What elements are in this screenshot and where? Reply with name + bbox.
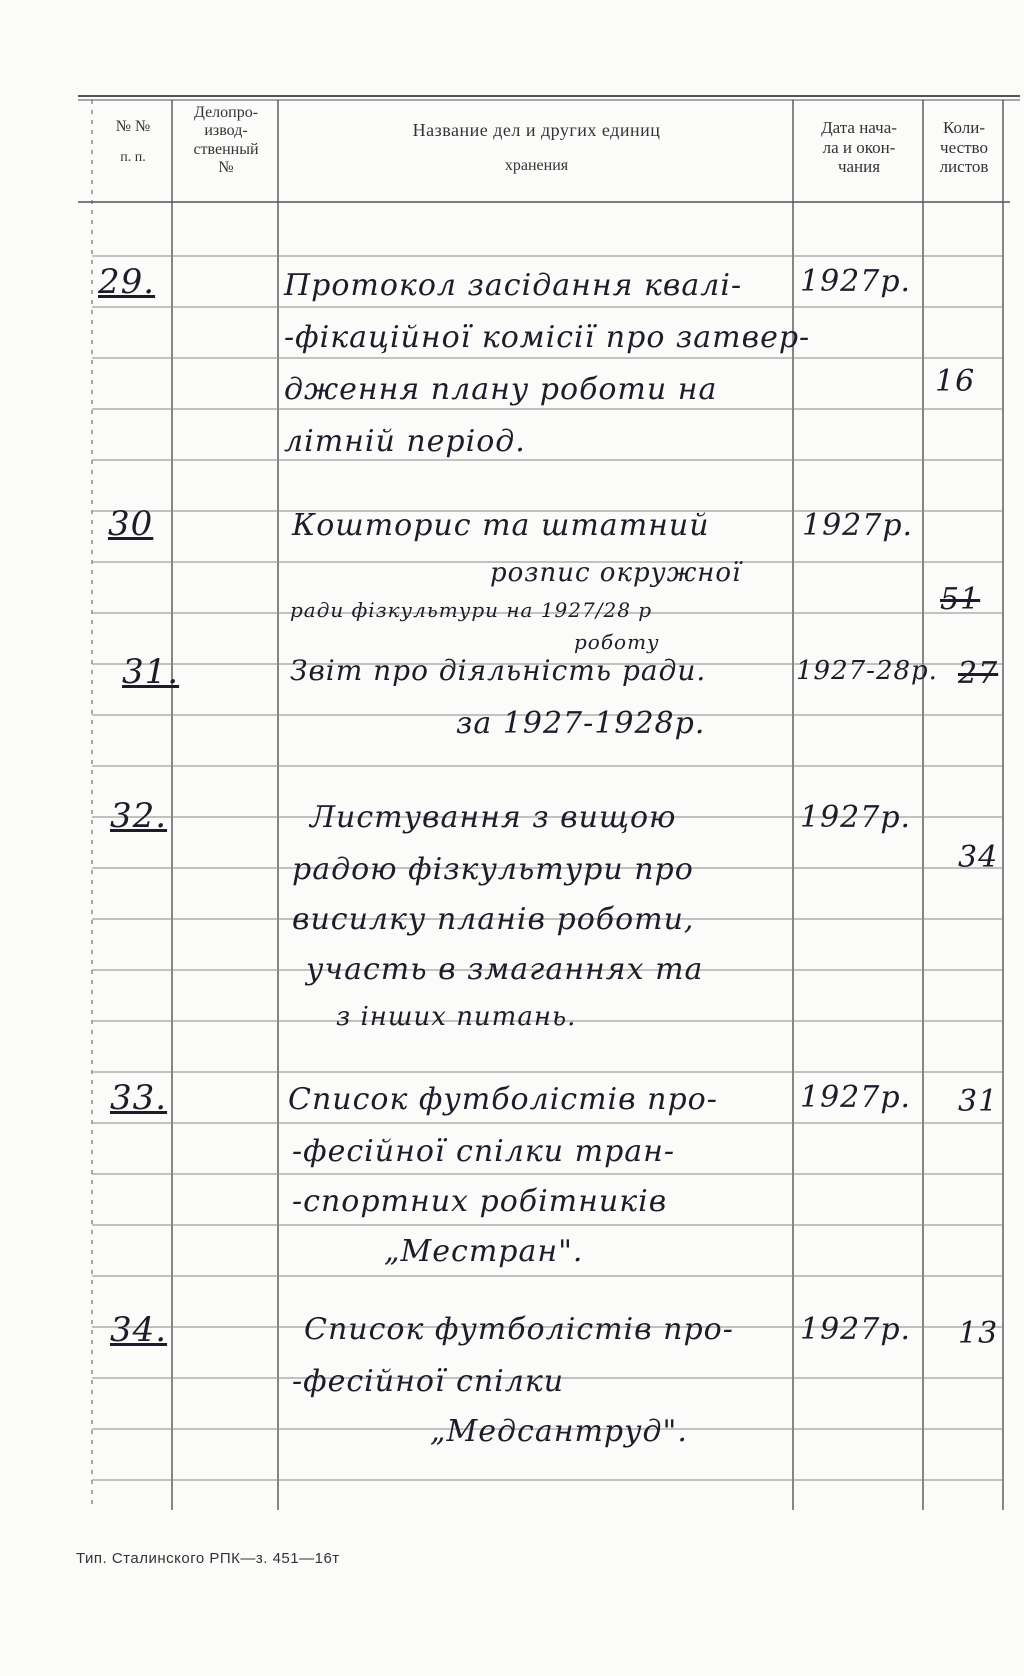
header-col-date-line3: чания xyxy=(837,157,881,177)
record-30-line-2: розпис окружної xyxy=(490,558,742,588)
header-col-title-line1: Название дел и других единиц xyxy=(412,120,661,140)
record-33-line-2: -фесійної спілки тран- xyxy=(292,1134,676,1169)
header-col-office-line1: Делопро- xyxy=(193,104,259,121)
record-29-number: 29. xyxy=(98,262,156,302)
record-32-line-1: Листування з вищою xyxy=(310,800,677,835)
record-34-line-2: -фесійної спілки xyxy=(292,1364,565,1399)
record-34-line-3: „Медсантруд". xyxy=(430,1414,688,1449)
record-29-sheet-count: 16 xyxy=(935,364,976,399)
record-30-number: 30 xyxy=(108,504,154,544)
record-29-line-3: дження плану роботи на xyxy=(284,372,718,407)
record-32-line-4: участь в змаганнях та xyxy=(306,952,704,987)
record-32-date: 1927р. xyxy=(800,800,912,835)
header-col-date-line1: Дата нача- xyxy=(821,118,897,137)
record-30-small-line: ради фізкультури на 1927/28 р xyxy=(290,598,653,622)
header-col-title-line2: хранения xyxy=(504,156,569,174)
record-30-line-1: Кошторис та штатний xyxy=(292,508,710,543)
record-31-line-1: Звіт про діяльність ради. xyxy=(290,654,707,687)
record-32-sheet-count: 34 xyxy=(958,840,999,875)
header-col-sheet-count xyxy=(925,118,1003,177)
record-29-line-4: літній період. xyxy=(284,424,526,459)
header-col-count-line1: Коли- xyxy=(942,118,985,137)
header-col-number-line1: № № xyxy=(115,118,151,135)
record-32-line-3: висилку планів роботи, xyxy=(292,902,695,937)
record-32-line-5: з інших питань. xyxy=(336,1002,577,1032)
header-col-office-line4: № xyxy=(218,159,234,177)
record-31-sheet-count: 27 xyxy=(958,656,999,691)
header-col-count-line2: чество xyxy=(940,137,988,157)
record-30-date: 1927р. xyxy=(802,508,914,543)
record-33-line-4: „Местран". xyxy=(384,1234,584,1269)
record-30-sheet-count: 51 xyxy=(940,582,981,617)
record-33-line-1: Список футболістів про- xyxy=(288,1082,718,1117)
printer-footer: Тип. Сталинского РПК—з. 451—16т xyxy=(76,1550,340,1567)
header-col-number xyxy=(96,118,170,166)
record-34-sheet-count: 13 xyxy=(958,1316,999,1351)
header-col-title xyxy=(280,120,793,175)
header-col-count-line3: листов xyxy=(939,157,989,177)
record-33-line-3: -спортних робітників xyxy=(292,1184,668,1219)
header-col-office-line3: ственный xyxy=(193,140,259,158)
record-29-line-2: -фікаційної комісії про затвер- xyxy=(284,320,811,355)
header-col-number-line2: п. п. xyxy=(120,150,146,166)
record-33-sheet-count: 31 xyxy=(958,1084,999,1119)
record-31-above-line: роботу xyxy=(574,630,660,654)
record-31-line-2: за 1927-1928р. xyxy=(456,706,706,741)
record-33-date: 1927р. xyxy=(800,1080,912,1115)
record-32-line-2: радою фізкультури про xyxy=(292,852,694,887)
record-29-line-1: Протокол засідання квалі- xyxy=(284,268,743,303)
header-col-date xyxy=(795,118,923,177)
record-32-number: 32. xyxy=(110,796,168,836)
record-34-line-1: Список футболістів про- xyxy=(304,1312,734,1347)
record-34-number: 34. xyxy=(110,1310,168,1350)
header-col-office-line2: извод- xyxy=(204,122,248,140)
record-33-number: 33. xyxy=(110,1078,168,1118)
header-col-date-line2: ла и окон- xyxy=(822,137,896,157)
record-34-date: 1927р. xyxy=(800,1312,912,1347)
record-29-date: 1927р. xyxy=(800,264,912,299)
record-31-date: 1927-28р. xyxy=(796,656,938,686)
record-31-number: 31. xyxy=(122,652,180,692)
header-col-office-number xyxy=(174,104,278,178)
